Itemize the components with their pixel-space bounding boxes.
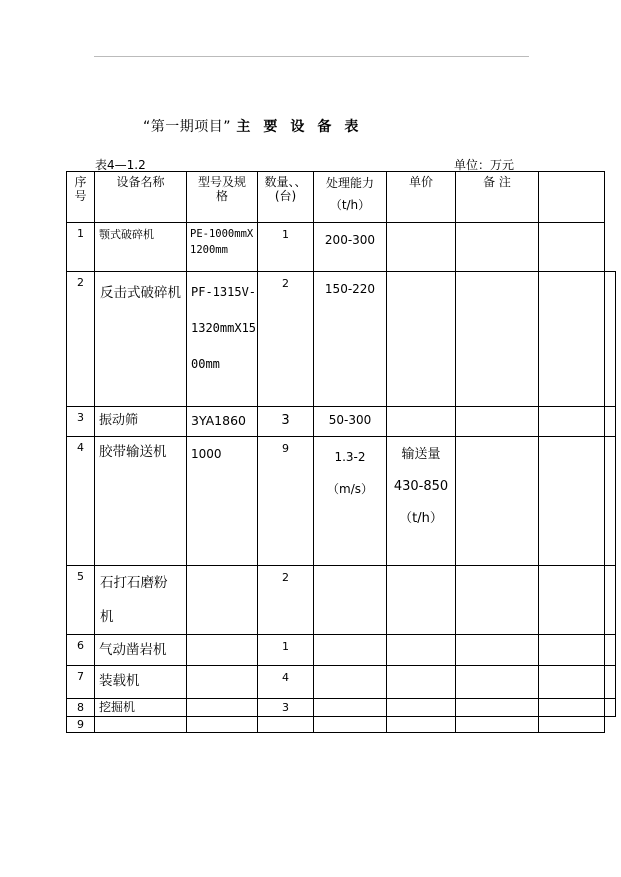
table-row — [67, 666, 616, 699]
row-model: PE-1000mmX1200mm — [190, 228, 254, 256]
title-quote-close: ” — [223, 119, 232, 135]
header-rule — [94, 56, 529, 57]
row-quantity: 2 — [282, 277, 289, 290]
row-capacity: 1.3-2（m/s） — [327, 450, 373, 496]
row-model: 3YA1860 — [191, 413, 246, 428]
row-name: 振动筛 — [99, 413, 139, 428]
row-price: 输送量430-850（t/h） — [393, 447, 449, 526]
header-unit-price: 单价 — [387, 172, 456, 223]
table-header-row — [67, 172, 616, 223]
row-name: 胶带输送机 — [99, 444, 167, 460]
row-serial: 8 — [77, 701, 84, 714]
table-row — [67, 566, 616, 635]
row-name: 石打石磨粉机 — [100, 575, 168, 625]
row-name: 气动凿岩机 — [99, 642, 167, 658]
row-model: PF-1315V-1320mmX1500mm — [191, 285, 257, 371]
table-number: 表4—1.2 — [95, 158, 146, 172]
header-remarks: 备 注 — [456, 172, 539, 223]
row-serial: 6 — [77, 639, 84, 652]
table-row — [67, 699, 616, 717]
row-model: 1000 — [191, 447, 222, 461]
row-capacity: 50-300 — [328, 413, 372, 427]
row-quantity: 1 — [282, 228, 289, 241]
equipment-table — [66, 171, 616, 733]
header-extra-2 — [605, 172, 616, 223]
page-title — [143, 116, 483, 136]
row-quantity: 9 — [282, 442, 289, 455]
row-name: 反击式破碎机 — [100, 285, 181, 301]
row-serial: 1 — [77, 227, 84, 240]
row-capacity: 150-220 — [324, 282, 376, 296]
row-serial: 2 — [77, 276, 84, 289]
row-name: 挖掘机 — [99, 700, 136, 714]
row-capacity: 200-300 — [324, 233, 376, 247]
row-serial: 3 — [77, 411, 84, 424]
header-serial: 序号 — [67, 172, 95, 223]
header-name: 设备名称 — [95, 172, 187, 223]
row-serial: 9 — [77, 718, 84, 731]
title-project: 第一期项目 — [150, 119, 224, 135]
row-name: 颚式破碎机 — [99, 228, 154, 241]
table-row — [67, 407, 616, 437]
unit-label: 单位：万元 — [454, 158, 515, 172]
row-quantity: 3 — [281, 413, 290, 428]
row-serial: 7 — [77, 670, 84, 683]
row-serial: 4 — [77, 441, 84, 454]
row-quantity: 1 — [282, 640, 289, 653]
title-quote-open: “ — [143, 119, 151, 135]
header-capacity: 处理能力（t/h） — [314, 172, 387, 223]
header-model: 型号及规格 — [187, 172, 258, 223]
row-quantity: 4 — [282, 671, 289, 684]
header-quantity: 数量、、(台) — [258, 172, 314, 223]
title-main: 主要设备表 — [236, 119, 372, 135]
row-name: 装载机 — [99, 673, 140, 689]
row-quantity: 2 — [282, 571, 289, 584]
table-row — [67, 272, 616, 407]
table-row — [67, 717, 616, 733]
row-quantity: 3 — [282, 701, 289, 714]
table-row — [67, 223, 616, 272]
header-extra-1 — [539, 172, 605, 223]
row-serial: 5 — [77, 570, 84, 583]
table-row — [67, 437, 616, 566]
table-row — [67, 635, 616, 666]
